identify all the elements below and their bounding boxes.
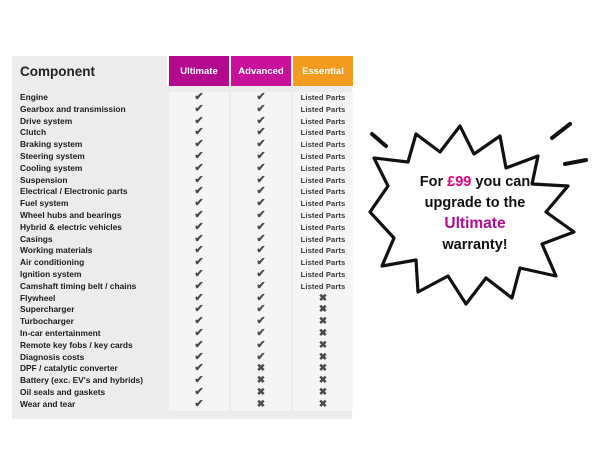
listed-parts-label: Listed Parts xyxy=(300,140,346,150)
check-icon: ✔ xyxy=(194,315,204,328)
table-cell-essential xyxy=(293,222,353,234)
cross-icon: ✖ xyxy=(318,304,328,316)
check-icon: ✔ xyxy=(256,232,266,245)
spark-line-top xyxy=(552,124,570,138)
check-icon: ✔ xyxy=(194,185,204,198)
cross-icon: ✖ xyxy=(256,375,266,387)
table-row-label: Steering system xyxy=(20,150,85,161)
table-cell-advanced xyxy=(231,104,291,116)
check-icon: ✔ xyxy=(194,338,204,351)
table-cell-ultimate xyxy=(169,104,229,116)
table-cell-advanced xyxy=(231,363,291,375)
column-header-component: Component xyxy=(12,56,167,86)
check-icon: ✔ xyxy=(194,91,204,103)
check-icon: ✔ xyxy=(256,197,266,210)
listed-parts-label: Listed Parts xyxy=(300,222,346,232)
table-cell-advanced xyxy=(231,340,291,352)
table-cell-essential xyxy=(293,387,353,399)
check-icon: ✔ xyxy=(256,220,266,233)
table-row-label: Ignition system xyxy=(20,268,82,279)
column-header-essential: Essential xyxy=(293,56,353,86)
table-cell-advanced xyxy=(231,151,291,163)
listed-parts-label: Listed Parts xyxy=(300,199,346,209)
cross-icon: ✖ xyxy=(256,363,266,375)
check-icon: ✔ xyxy=(256,102,266,115)
check-icon: ✔ xyxy=(256,338,266,351)
check-icon: ✔ xyxy=(256,138,266,151)
check-icon: ✔ xyxy=(256,161,266,174)
check-icon: ✔ xyxy=(194,267,204,280)
table-cell-advanced xyxy=(231,387,291,399)
table-cell-essential xyxy=(293,186,353,198)
check-icon: ✔ xyxy=(256,326,266,339)
cross-icon: ✖ xyxy=(318,386,328,398)
listed-parts-label: Listed Parts xyxy=(300,281,346,291)
listed-parts-label: Listed Parts xyxy=(300,187,346,197)
table-row-label: Drive system xyxy=(20,115,73,126)
check-icon: ✔ xyxy=(256,256,266,269)
table-cell-essential xyxy=(293,234,353,246)
check-icon: ✔ xyxy=(194,173,204,186)
listed-parts-label: Listed Parts xyxy=(300,104,346,114)
check-icon: ✔ xyxy=(256,279,266,292)
table-cell-essential xyxy=(293,316,353,328)
listed-parts-label: Listed Parts xyxy=(300,163,346,173)
cross-icon: ✖ xyxy=(318,375,328,387)
component-name-column xyxy=(12,92,167,411)
callout-price: £99 xyxy=(447,174,472,190)
table-cell-ultimate xyxy=(169,399,229,411)
table-row-label: Electrical / Electronic parts xyxy=(20,186,128,197)
check-icon: ✔ xyxy=(194,197,204,210)
table-cell-essential xyxy=(293,352,353,364)
table-row-label: In-car entertainment xyxy=(20,327,101,338)
table-cell-essential xyxy=(293,363,353,375)
check-icon: ✔ xyxy=(194,279,204,292)
table-cell-ultimate xyxy=(169,163,229,175)
table-cell-advanced xyxy=(231,281,291,293)
table-cell-ultimate xyxy=(169,340,229,352)
table-cell-essential xyxy=(293,304,353,316)
table-row-label: Diagnosis costs xyxy=(20,351,85,362)
check-icon: ✔ xyxy=(256,291,266,304)
table-row-label: Gearbox and transmission xyxy=(20,103,126,114)
cross-icon: ✖ xyxy=(318,351,328,363)
table-row-label: Oil seals and gaskets xyxy=(20,386,106,397)
table-cell-essential xyxy=(293,293,353,305)
table-cell-ultimate xyxy=(169,387,229,399)
listed-parts-label: Listed Parts xyxy=(300,128,346,138)
cross-icon: ✖ xyxy=(318,339,328,351)
check-icon: ✔ xyxy=(256,114,266,127)
table-row-label: Hybrid & electric vehicles xyxy=(20,221,122,232)
cross-icon: ✖ xyxy=(256,398,266,410)
table-cell-advanced xyxy=(231,269,291,281)
listed-parts-label: Listed Parts xyxy=(300,93,346,102)
check-icon: ✔ xyxy=(256,303,266,316)
table-cell-ultimate xyxy=(169,222,229,234)
table-cell-essential xyxy=(293,257,353,269)
upgrade-callout xyxy=(360,120,590,310)
check-icon: ✔ xyxy=(256,185,266,198)
table-cell-essential xyxy=(293,198,353,210)
listed-parts-label: Listed Parts xyxy=(300,210,346,220)
essential-column xyxy=(293,92,353,411)
check-icon: ✔ xyxy=(194,350,204,363)
check-icon: ✔ xyxy=(194,374,204,387)
table-cell-ultimate xyxy=(169,151,229,163)
callout-text xyxy=(388,172,562,256)
table-row-label: Air conditioning xyxy=(20,257,85,268)
table-row-label: Engine xyxy=(20,92,48,102)
callout-line1-prefix: For xyxy=(419,174,448,190)
check-icon: ✔ xyxy=(194,220,204,233)
check-icon: ✔ xyxy=(256,350,266,363)
table-body xyxy=(12,86,352,419)
check-icon: ✔ xyxy=(194,102,204,115)
advanced-column xyxy=(231,92,291,411)
table-row-label: Clutch xyxy=(20,127,47,138)
check-icon: ✔ xyxy=(256,315,266,328)
check-icon: ✔ xyxy=(256,208,266,221)
table-header-row xyxy=(12,56,352,86)
table-cell-essential xyxy=(293,375,353,387)
check-icon: ✔ xyxy=(256,267,266,280)
table-cell-advanced xyxy=(231,375,291,387)
check-icon: ✔ xyxy=(256,91,266,103)
table-cell-ultimate xyxy=(169,281,229,293)
table-cell-advanced xyxy=(231,210,291,222)
table-row-label: Flywheel xyxy=(20,292,56,303)
table-cell-advanced xyxy=(231,399,291,411)
table-cell-essential xyxy=(293,116,353,128)
listed-parts-label: Listed Parts xyxy=(300,258,346,268)
check-icon: ✔ xyxy=(194,161,204,174)
cross-icon: ✖ xyxy=(318,292,328,304)
table-row-label: Working materials xyxy=(20,245,93,256)
check-icon: ✔ xyxy=(194,114,204,127)
spark-line-left xyxy=(372,134,386,146)
table-row-label: Fuel system xyxy=(20,198,69,209)
listed-parts-label: Listed Parts xyxy=(300,234,346,244)
cross-icon: ✖ xyxy=(318,327,328,339)
cross-icon: ✖ xyxy=(256,386,266,398)
check-icon: ✔ xyxy=(194,232,204,245)
table-cell-essential xyxy=(293,269,353,281)
listed-parts-label: Listed Parts xyxy=(300,246,346,256)
check-icon: ✔ xyxy=(194,126,204,139)
check-icon: ✔ xyxy=(256,149,266,162)
table-cell-ultimate xyxy=(169,269,229,281)
table-cell-essential xyxy=(293,151,353,163)
table-cell-essential xyxy=(293,163,353,175)
check-icon: ✔ xyxy=(194,291,204,304)
table-row-label: DPF / catalytic converter xyxy=(20,363,118,374)
column-header-advanced: Advanced xyxy=(231,56,291,86)
table-cell-advanced xyxy=(231,352,291,364)
check-icon: ✔ xyxy=(194,385,204,398)
table-row-label: Camshaft timing belt / chains xyxy=(20,280,137,291)
table-cell-essential xyxy=(293,139,353,151)
check-icon: ✔ xyxy=(194,149,204,162)
check-icon: ✔ xyxy=(256,126,266,139)
check-icon: ✔ xyxy=(194,326,204,339)
listed-parts-label: Listed Parts xyxy=(300,269,346,279)
table-row-label: Suspension xyxy=(20,174,68,185)
callout-line3: warranty! xyxy=(442,237,508,254)
table-cell-advanced xyxy=(231,222,291,234)
callout-line2: upgrade to the xyxy=(424,194,526,211)
column-header-ultimate: Ultimate xyxy=(169,56,229,86)
table-row-label: Supercharger xyxy=(20,304,75,315)
cross-icon: ✖ xyxy=(318,316,328,328)
callout-line1-suffix: you can xyxy=(471,174,531,190)
check-icon: ✔ xyxy=(194,256,204,269)
table-row-label: Turbocharger xyxy=(20,316,74,327)
check-icon: ✔ xyxy=(194,208,204,221)
listed-parts-label: Listed Parts xyxy=(300,151,346,161)
table-cell-ultimate xyxy=(169,328,229,340)
listed-parts-label: Listed Parts xyxy=(300,116,346,126)
table-cell-advanced xyxy=(231,328,291,340)
cross-icon: ✖ xyxy=(318,398,328,410)
table-cell-essential xyxy=(293,399,353,411)
check-icon: ✔ xyxy=(194,244,204,257)
table-cell-essential xyxy=(293,328,353,340)
table-cell-essential xyxy=(293,340,353,352)
table-cell-essential xyxy=(293,281,353,293)
check-icon: ✔ xyxy=(194,397,204,410)
table-row-label: Braking system xyxy=(20,139,83,150)
check-icon: ✔ xyxy=(194,138,204,151)
table-row-label: Wear and tear xyxy=(20,398,76,409)
table-cell-essential xyxy=(293,245,353,257)
table-cell-essential xyxy=(293,210,353,222)
table-row-label: Casings xyxy=(20,233,53,244)
warranty-comparison-table xyxy=(12,56,352,419)
callout-tier: Ultimate xyxy=(444,215,506,233)
check-icon: ✔ xyxy=(194,303,204,316)
check-icon: ✔ xyxy=(194,362,204,375)
spark-line-right xyxy=(565,160,586,164)
table-row-label: Cooling system xyxy=(20,162,83,173)
table-cell-advanced xyxy=(231,163,291,175)
cross-icon: ✖ xyxy=(318,363,328,375)
check-icon: ✔ xyxy=(256,173,266,186)
table-cell-essential xyxy=(293,127,353,139)
ultimate-column xyxy=(169,92,229,411)
table-cell-essential xyxy=(293,104,353,116)
table-cell-essential xyxy=(293,92,353,104)
table-cell-essential xyxy=(293,175,353,187)
listed-parts-label: Listed Parts xyxy=(300,175,346,185)
table-row-label: Wheel hubs and bearings xyxy=(20,209,122,220)
table-cell-ultimate xyxy=(169,210,229,222)
table-row-label: Remote key fobs / key cards xyxy=(20,339,133,350)
table-row-label: Battery (exc. EV's and hybrids) xyxy=(20,375,144,386)
check-icon: ✔ xyxy=(256,244,266,257)
